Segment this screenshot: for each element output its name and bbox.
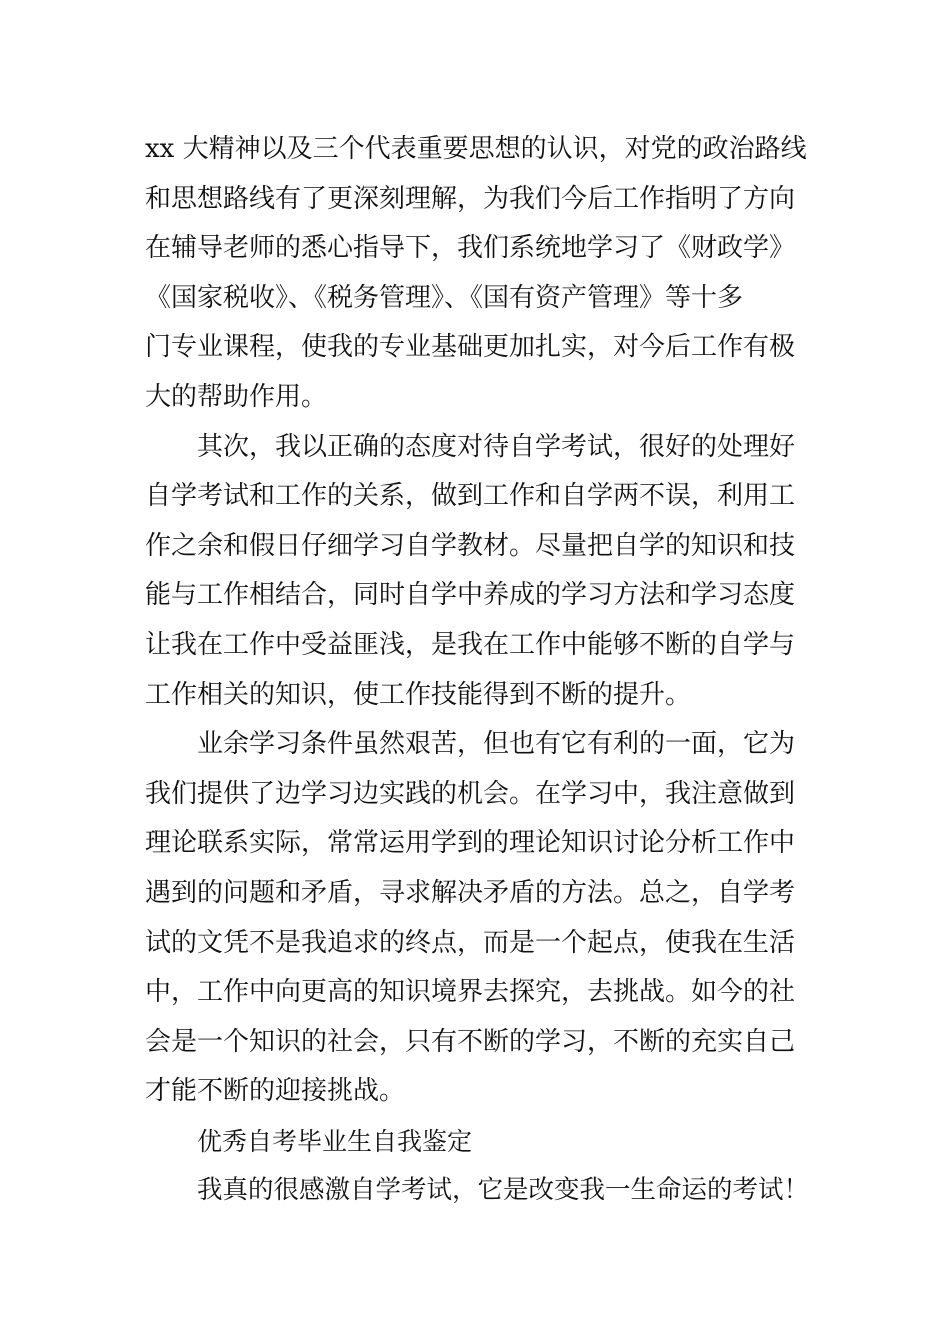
- text-line: 才能不断的迎接挑战。: [145, 1076, 406, 1107]
- section-heading: 优秀自考毕业生自我鉴定: [197, 1126, 473, 1156]
- text-line: 工作相关的知识，使工作技能得到不断的提升。: [145, 679, 692, 710]
- paragraph-start-line: 其次，我以正确的态度对待自学考试，很好的处理好: [197, 431, 796, 462]
- text-line: 《国家税收》、《税务管理》、《国有资产管理》等十多: [145, 282, 744, 313]
- text-line: 试的文凭不是我追求的终点，而是一个起点，使我在生活: [145, 927, 796, 958]
- text-line: 中，工作中向更高的知识境界去探究，去挑战。如今的社: [145, 977, 796, 1008]
- text-line: 自学考试和工作的关系，做到工作和自学两不误，利用工: [145, 481, 796, 512]
- text-line: 会是一个知识的社会，只有不断的学习，不断的充实自己: [145, 1026, 796, 1057]
- text-line: 在辅导老师的悉心指导下，我们系统地学习了《财政学》: [145, 233, 796, 264]
- text-line: 大的帮助作用。: [145, 381, 328, 412]
- text-line: 门专业课程，使我的专业基础更加扎实，对今后工作有极: [145, 332, 796, 363]
- text-line: 遇到的问题和矛盾，寻求解决矛盾的方法。总之，自学考: [145, 877, 796, 908]
- text-line: 能与工作相结合，同时自学中养成的学习方法和学习态度: [145, 580, 796, 611]
- paragraph-start-line: 业余学习条件虽然艰苦，但也有它有利的一面，它为: [197, 729, 796, 760]
- text-line: 和思想路线有了更深刻理解，为我们今后工作指明了方向: [145, 183, 796, 214]
- body-text: [145, 125, 815, 1216]
- text-line: 理论联系实际，常常运用学到的理论知识讨论分析工作中: [145, 828, 796, 859]
- text-line: 我们提供了边学习边实践的机会。在学习中，我注意做到: [145, 778, 796, 809]
- text-line: xx 大精神以及三个代表重要思想的认识，对党的政治路线: [145, 134, 807, 164]
- text-line: 作之余和假日仔细学习自学教材。尽量把自学的知识和技: [145, 530, 796, 561]
- text-line: 让我在工作中受益匪浅，是我在工作中能够不断的自学与: [145, 629, 796, 660]
- paragraph-start-line: 我真的很感激自学考试，它是改变我一生命运的考试！: [197, 1175, 810, 1206]
